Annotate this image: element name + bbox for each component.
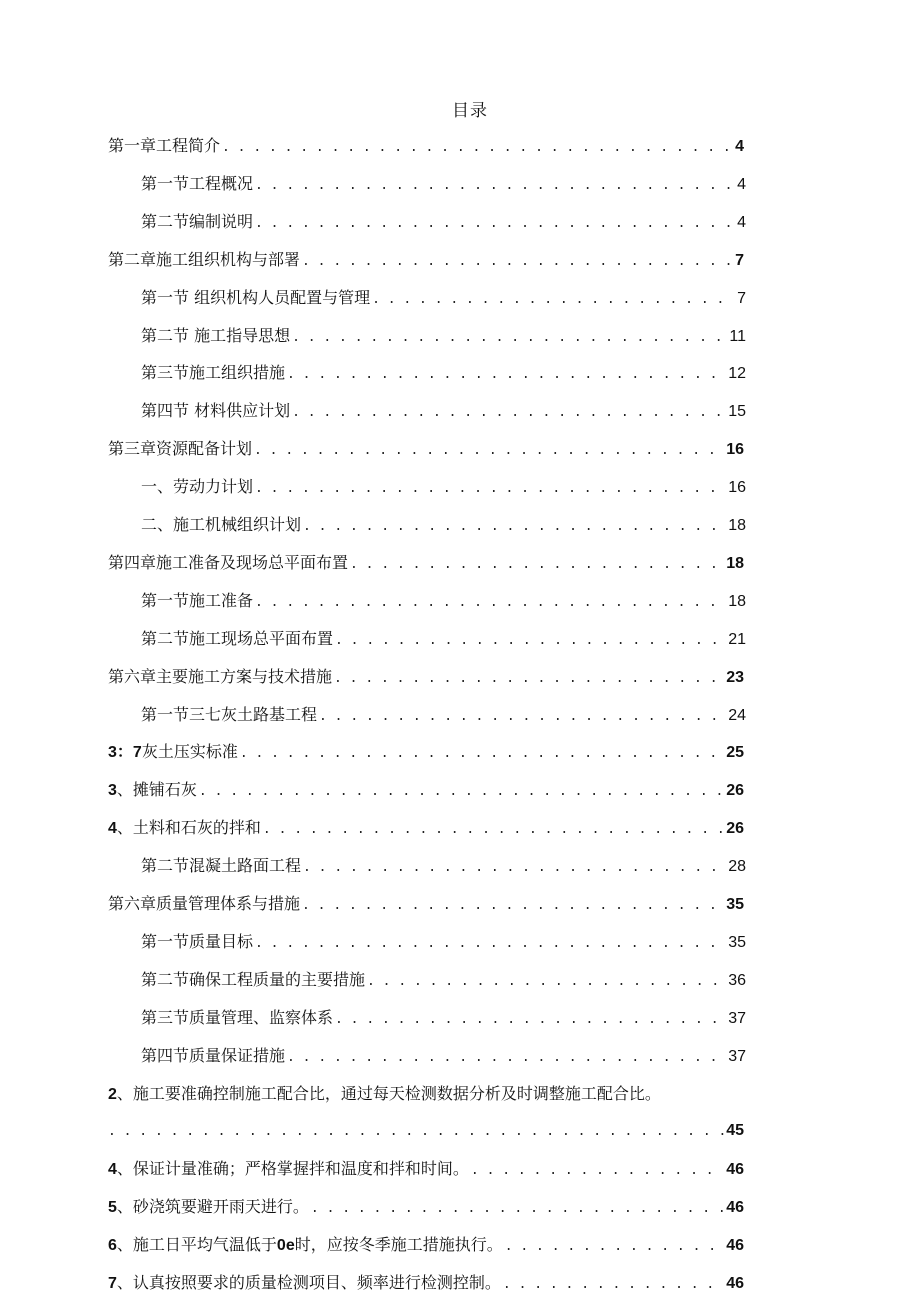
toc-page-number: 46 [726, 1161, 744, 1179]
toc-entry[interactable] [141, 207, 746, 237]
toc-entry[interactable] [141, 321, 746, 351]
toc-entry-number: 2 [108, 1085, 117, 1103]
dot-leader [255, 929, 726, 959]
toc-page-number: 4 [737, 213, 746, 231]
toc-entry-label [108, 1192, 309, 1223]
toc-entry-number: 4 [108, 820, 117, 838]
toc-entry-label [141, 624, 333, 654]
toc-entry-text: 第一节三七灰土路基工程 [141, 704, 318, 724]
dot-leader [287, 1043, 726, 1073]
toc-entry[interactable] [108, 889, 744, 919]
toc-entry-text: 时，应按冬季施工措施执行。 [294, 1235, 503, 1255]
toc-entry-label [108, 131, 220, 161]
toc-entry-text: 第三章资源配备计划 [108, 439, 253, 459]
dot-leader [334, 664, 724, 694]
toc-page-number: 11 [729, 327, 746, 345]
toc-entry-text: 第一节质量目标 [141, 931, 254, 951]
toc-entry-label [108, 434, 252, 464]
toc-entry-label [108, 1230, 503, 1261]
toc-page-number: 35 [726, 896, 744, 913]
dot-leader [367, 967, 726, 997]
toc-entry[interactable] [108, 245, 744, 275]
toc-entry[interactable] [108, 131, 744, 161]
dot-leader [372, 285, 735, 315]
toc-entry-label [141, 510, 301, 540]
toc-entry-text: 灰土压实标准 [141, 742, 238, 762]
toc-entry-text: 第一节工程概况 [141, 173, 254, 193]
dot-leader [335, 1005, 726, 1035]
toc-page-number: 7 [737, 289, 746, 307]
dot-leader [263, 815, 724, 845]
toc-entry-label [141, 1003, 333, 1033]
toc-page-number: 21 [728, 630, 746, 648]
dot-leader [302, 891, 724, 921]
toc-entry-label [141, 965, 365, 995]
toc-entry[interactable] [141, 927, 746, 957]
dot-leader [255, 209, 735, 239]
toc-entry-text: 第二章施工组织机构与部署 [108, 249, 301, 269]
toc-page-number: 28 [728, 858, 746, 876]
toc-entry-number: 5 [108, 1199, 117, 1217]
toc-entry-number: 7 [108, 1275, 117, 1292]
toc-entry[interactable] [141, 510, 746, 540]
dot-leader [319, 702, 726, 732]
toc-entry[interactable] [141, 965, 746, 995]
dot-leader [255, 588, 726, 618]
toc-page-number: 37 [728, 1047, 746, 1065]
dot-leader [108, 1117, 724, 1147]
toc-page-number: 26 [726, 782, 744, 800]
dot-leader [471, 1156, 724, 1186]
toc-title: 目录 [452, 101, 488, 121]
toc-page-number: 4 [737, 175, 746, 193]
toc-entry-text: 一、劳动力计划 [141, 477, 254, 497]
toc-entry[interactable] [108, 813, 744, 843]
toc-page-number: 24 [728, 706, 746, 724]
toc-entry-label [108, 662, 332, 692]
dot-leader [311, 1194, 724, 1224]
toc-entry-text: 、认真按照要求的质量检测项目、频率进行检测控制。 [116, 1273, 501, 1292]
toc-page-number: 46 [726, 1237, 744, 1255]
toc-page-number: 16 [726, 441, 744, 459]
toc-entry-label [141, 321, 290, 351]
toc-entry[interactable] [108, 1230, 744, 1260]
toc-page-number: 46 [726, 1275, 744, 1292]
dot-leader [287, 360, 726, 390]
dot-leader [254, 436, 724, 466]
toc-entry-text: 第一节施工准备 [141, 590, 254, 610]
toc-entry-text: 二、施工机械组织计划 [141, 515, 302, 534]
toc-entry-label [141, 396, 290, 426]
toc-entry-label [108, 889, 300, 919]
toc-entry-text: 第二节施工现场总平面布置 [141, 628, 334, 648]
dot-leader [505, 1232, 724, 1262]
toc-entry-text: 、保证计量准确；严格掌握拌和温度和拌和时间。 [116, 1159, 469, 1179]
toc-page-number: 23 [726, 668, 744, 686]
toc-entry-label [108, 775, 197, 806]
toc-page-number: 25 [726, 744, 744, 762]
toc-entry-text: 、摊铺石灰 [116, 780, 197, 800]
toc-entry-label [141, 586, 253, 616]
toc-entry-label [108, 737, 238, 768]
toc-entry[interactable] [141, 358, 746, 388]
toc-entry-label [141, 283, 370, 313]
toc-page-number: 15 [728, 403, 746, 421]
toc-entry-number: 4 [108, 1161, 117, 1179]
toc-page-number: 18 [728, 517, 746, 534]
dot-leader [255, 171, 735, 201]
toc-entry-number: 3 [108, 782, 117, 800]
toc-page-number: 45 [726, 1122, 744, 1140]
toc-entry-wrapped-line[interactable] [108, 1079, 661, 1109]
dot-leader [255, 474, 726, 504]
toc-entry-label [108, 813, 261, 844]
toc-entry-label [141, 472, 253, 502]
toc-entry-continuation[interactable] [108, 1116, 744, 1146]
toc-entry[interactable] [141, 624, 746, 654]
toc-entry[interactable] [141, 1041, 746, 1071]
toc-entry-label [108, 245, 300, 275]
toc-entry-text: 第四节质量保证措施 [141, 1045, 286, 1065]
dot-leader [302, 247, 733, 277]
toc-entry-text: 、施工要准确控制施工配合比，通过每天检测数据分析及时调整施工配合比。 [116, 1083, 661, 1103]
toc-entry-text: 第四节 材料供应计划 [141, 401, 291, 421]
toc-entry[interactable] [108, 1268, 744, 1298]
toc-page-number: 7 [735, 251, 744, 269]
dot-leader [335, 626, 726, 656]
toc-entry-text: 第六章主要施工方案与技术措施 [108, 666, 333, 686]
dot-leader [199, 777, 724, 807]
toc-entry[interactable] [108, 548, 744, 578]
toc-page-number: 37 [728, 1009, 746, 1027]
toc-entry-label [141, 358, 285, 388]
toc-entry-text: 第四章施工准备及现场总平面布置 [108, 552, 349, 572]
toc-page-number: 12 [728, 365, 746, 383]
toc-entry[interactable] [108, 737, 744, 767]
toc-entry-text: 第三节质量管理、监察体系 [141, 1007, 334, 1027]
dot-leader [292, 323, 727, 353]
toc-entry[interactable] [108, 775, 744, 805]
toc-entry-number: 3：7 [108, 744, 142, 762]
toc-entry-label [108, 1154, 469, 1185]
toc-entry-text: 第一节 组织机构人员配置与管理 [141, 287, 371, 307]
toc-entry-label [141, 927, 253, 957]
toc-page-number: 18 [728, 592, 746, 610]
toc-entry-label [108, 1268, 501, 1299]
toc-entry-label [141, 207, 253, 237]
toc-entry[interactable] [108, 1192, 744, 1222]
dot-leader [240, 739, 724, 769]
dot-leader [222, 133, 733, 163]
toc-entry-text: 第二节混凝土路面工程 [141, 856, 302, 876]
toc-entry-text: 第六章质量管理体系与措施 [108, 894, 301, 913]
toc-entry[interactable] [141, 283, 746, 313]
toc-entry-text: 第一章工程简介 [108, 136, 221, 155]
toc-entry[interactable] [108, 1154, 744, 1184]
dot-leader [303, 853, 726, 883]
dot-leader [503, 1270, 724, 1300]
toc-entry-label [141, 169, 253, 199]
toc-page-number: 46 [726, 1199, 744, 1217]
toc-entry[interactable] [141, 586, 746, 616]
toc-entry[interactable] [141, 700, 746, 730]
toc-entry-label [141, 851, 301, 881]
toc-entry-number: 6 [108, 1237, 117, 1255]
toc-entry[interactable] [141, 1003, 746, 1033]
toc-entry-text: 、砂浇筑要避开雨天进行。 [116, 1197, 309, 1217]
toc-entry-number: 0e [276, 1237, 295, 1255]
toc-page-number: 18 [726, 554, 744, 572]
dot-leader [292, 398, 726, 428]
toc-page-number: 16 [728, 479, 746, 497]
toc-entry-label [108, 548, 348, 578]
toc-page-number: 26 [726, 820, 744, 838]
toc-entry[interactable] [108, 662, 744, 692]
toc-entry[interactable] [141, 169, 746, 199]
dot-leader [303, 512, 726, 542]
toc-entry-text: 、施工日平均气温低于 [116, 1235, 277, 1255]
toc-entry[interactable] [141, 396, 746, 426]
toc-entry[interactable] [108, 434, 744, 464]
toc-entry-text: 第二节确保工程质量的主要措施 [141, 969, 366, 989]
toc-entry-text: 、土料和石灰的拌和 [116, 818, 261, 838]
toc-page-number: 35 [728, 933, 746, 951]
toc-entry-label [141, 1041, 285, 1071]
toc-entry-text: 第三节施工组织措施 [141, 363, 286, 383]
toc-entry-text: 第二节 施工指导思想 [141, 325, 291, 345]
toc-entry[interactable] [141, 851, 746, 881]
toc-page-number: 36 [728, 971, 746, 989]
toc-entry[interactable] [141, 472, 746, 502]
toc-page-number: 4 [735, 138, 744, 155]
toc-entry-text: 第二节编制说明 [141, 211, 254, 231]
dot-leader [350, 550, 724, 580]
toc-entry-label [141, 700, 317, 730]
